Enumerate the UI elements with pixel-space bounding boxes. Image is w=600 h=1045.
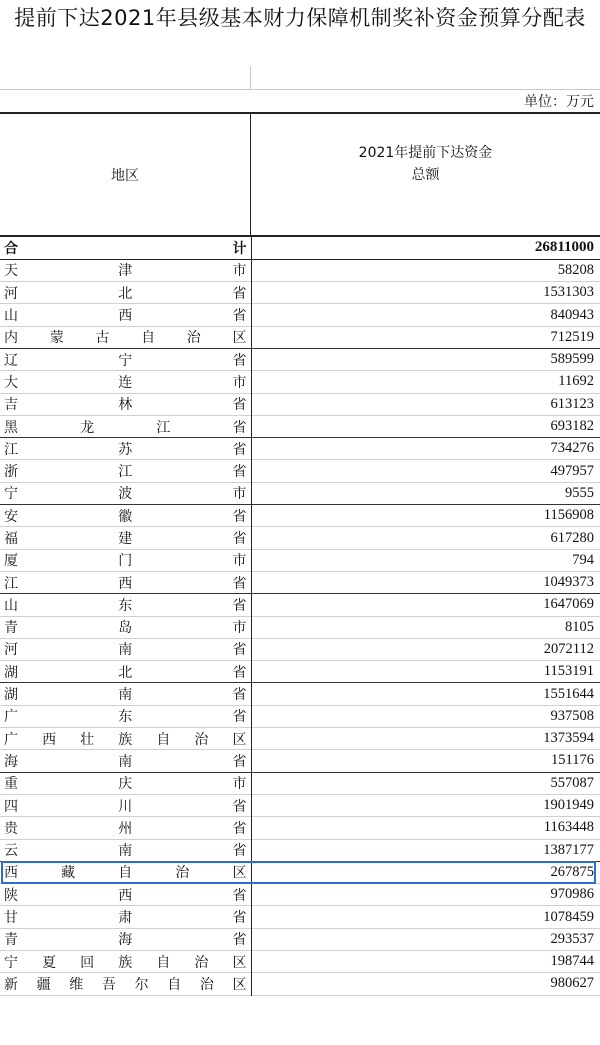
amount-cell[interactable]: 151176 (551, 752, 594, 769)
region-char: 省 (232, 597, 247, 614)
region-cell[interactable] (0, 527, 251, 549)
total-label-left: 合 (4, 240, 18, 257)
region-char: 连 (118, 374, 133, 391)
amount-cell[interactable]: 1153191 (543, 663, 594, 680)
amount-cell[interactable]: 267875 (550, 863, 594, 880)
region-cell[interactable] (0, 705, 251, 727)
table-row[interactable] (0, 460, 600, 482)
region-char: 治 (194, 954, 209, 971)
region-cell[interactable] (0, 683, 251, 705)
region-char: 治 (199, 976, 214, 993)
region-cell[interactable] (0, 438, 251, 460)
amount-cell[interactable]: 9555 (565, 484, 594, 501)
region-cell[interactable] (0, 616, 251, 638)
region-char: 区 (232, 330, 247, 347)
region-char: 岛 (118, 620, 133, 637)
region-char: 北 (118, 664, 133, 681)
region-char: 山 (4, 597, 18, 614)
region-char: 大 (4, 374, 18, 391)
region-char: 南 (118, 753, 133, 770)
amount-cell[interactable]: 1551644 (543, 685, 594, 702)
region-char: 波 (118, 486, 133, 503)
table-row[interactable] (0, 817, 600, 839)
amount-cell[interactable]: 734276 (550, 440, 594, 457)
total-label-right: 计 (232, 240, 247, 257)
header-amount (251, 114, 600, 235)
region-char: 省 (232, 531, 247, 547)
amount-cell[interactable]: 693182 (550, 418, 594, 435)
region-char: 壮 (80, 731, 95, 748)
region-cell[interactable] (0, 661, 251, 683)
amount-cell[interactable]: 613123 (550, 395, 594, 412)
region-cell[interactable] (0, 505, 251, 527)
region-cell[interactable] (0, 482, 251, 504)
table-row[interactable] (0, 594, 600, 616)
table-header (0, 114, 600, 237)
table-row[interactable] (0, 794, 600, 816)
allocation-table (0, 237, 600, 996)
region-char: 省 (232, 687, 247, 704)
region-char: 区 (232, 976, 247, 993)
region-cell[interactable] (0, 371, 251, 393)
region-char: 门 (118, 553, 133, 570)
region-char: 区 (232, 954, 247, 971)
region-char: 宁 (4, 486, 18, 503)
table-row[interactable] (0, 371, 600, 393)
region-char: 南 (118, 642, 133, 659)
region-char: 省 (232, 397, 247, 414)
amount-cell[interactable]: 1163448 (543, 819, 594, 836)
table-row[interactable] (0, 259, 600, 281)
amount-cell[interactable]: 980627 (550, 975, 594, 992)
region-char: 省 (232, 308, 247, 325)
table-row[interactable] (0, 928, 600, 950)
region-char: 自 (156, 731, 171, 748)
region-char: 川 (118, 798, 133, 815)
region-char: 蒙 (49, 330, 64, 347)
empty-cell[interactable] (251, 66, 600, 89)
table-row[interactable] (0, 571, 600, 593)
amount-cell[interactable]: 293537 (550, 930, 594, 947)
region-char: 河 (4, 642, 18, 659)
region-char: 省 (232, 575, 247, 592)
amount-cell[interactable]: 1901949 (543, 797, 594, 814)
region-char: 省 (232, 508, 247, 525)
region-cell[interactable] (0, 571, 251, 593)
region-cell[interactable] (0, 638, 251, 660)
region-char: 省 (232, 441, 247, 458)
region-char: 省 (232, 820, 247, 837)
region-char: 龙 (80, 419, 95, 436)
table-row[interactable] (0, 750, 600, 772)
region-char: 西 (118, 887, 133, 904)
table-row[interactable] (0, 549, 600, 571)
table-row[interactable] (0, 415, 600, 437)
region-char: 省 (232, 887, 247, 904)
region-char: 甘 (4, 910, 18, 927)
region-cell[interactable] (0, 817, 251, 839)
region-char: 族 (118, 954, 133, 971)
region-char: 省 (232, 910, 247, 927)
region-char: 山 (4, 308, 18, 325)
amount-cell[interactable]: 1373594 (543, 730, 594, 747)
table-row[interactable] (0, 348, 600, 370)
region-char: 建 (118, 531, 133, 547)
region-char: 林 (118, 397, 133, 414)
region-char: 安 (4, 508, 18, 525)
region-char: 宁 (4, 954, 18, 971)
region-char: 青 (4, 932, 18, 949)
region-char: 西 (118, 308, 133, 325)
region-char: 海 (118, 932, 133, 949)
amount-cell[interactable]: 58208 (557, 261, 594, 278)
amount-cell[interactable]: 11692 (558, 373, 594, 390)
region-char: 南 (118, 687, 133, 704)
region-char: 苏 (118, 441, 133, 458)
amount-cell[interactable]: 937508 (550, 707, 594, 724)
region-char: 省 (232, 753, 247, 770)
table-row[interactable] (0, 482, 600, 504)
table-row[interactable] (0, 861, 600, 883)
region-cell[interactable] (0, 750, 251, 772)
table-row[interactable] (0, 393, 600, 415)
region-char: 治 (186, 330, 201, 347)
region-char: 族 (118, 731, 133, 748)
region-char: 市 (232, 486, 247, 503)
table-row[interactable] (0, 661, 600, 683)
header-region: 地区 (0, 114, 251, 235)
region-char: 肃 (118, 910, 133, 927)
region-char: 省 (232, 798, 247, 815)
region-char: 省 (232, 843, 247, 860)
region-char: 自 (141, 330, 156, 347)
region-char: 省 (232, 642, 247, 659)
table-row[interactable] (0, 638, 600, 660)
amount-cell[interactable]: 2072112 (543, 640, 594, 657)
region-char: 西 (4, 865, 18, 882)
region-cell[interactable] (0, 906, 251, 928)
region-char: 自 (167, 976, 182, 993)
region-char: 省 (232, 419, 247, 436)
table-row[interactable] (0, 951, 600, 973)
region-char: 市 (232, 776, 247, 793)
table-row[interactable] (0, 304, 600, 326)
table-row[interactable] (0, 973, 600, 995)
table-row[interactable] (0, 772, 600, 794)
amount-cell[interactable]: 617280 (550, 529, 594, 546)
table-row[interactable] (0, 438, 600, 460)
amount-cell[interactable]: 712519 (550, 328, 594, 345)
region-cell[interactable] (0, 304, 251, 326)
region-cell[interactable] (0, 928, 251, 950)
region-cell[interactable] (0, 772, 251, 794)
region-char: 西 (42, 731, 57, 748)
header-amount-line1: 2021年提前下达资金 (358, 144, 493, 161)
region-char: 广 (4, 709, 18, 726)
region-char: 省 (232, 932, 247, 949)
region-char: 省 (232, 709, 247, 726)
region-char: 内 (4, 330, 18, 347)
amount-cell[interactable]: 8105 (565, 618, 594, 635)
region-char: 东 (118, 709, 133, 726)
region-char: 自 (156, 954, 171, 971)
region-char: 浙 (4, 464, 18, 481)
region-cell[interactable] (0, 973, 251, 995)
region-char: 夏 (42, 954, 57, 971)
region-char: 福 (4, 531, 18, 547)
region-char: 辽 (4, 352, 18, 369)
empty-row[interactable] (0, 66, 600, 90)
region-cell[interactable] (0, 884, 251, 906)
table-row[interactable] (0, 906, 600, 928)
region-char: 津 (118, 263, 133, 280)
region-char: 自 (118, 865, 133, 882)
region-char: 北 (118, 285, 133, 302)
region-char: 市 (232, 374, 247, 391)
region-char: 青 (4, 620, 18, 637)
amount-cell[interactable]: 1531303 (543, 284, 594, 301)
region-char: 天 (4, 263, 18, 280)
table-row[interactable] (0, 282, 600, 304)
table-row[interactable] (0, 505, 600, 527)
region-char: 新 (4, 976, 18, 993)
amount-cell[interactable]: 794 (572, 551, 594, 568)
region-char: 治 (175, 865, 190, 882)
table-row[interactable] (0, 705, 600, 727)
total-label-cell[interactable] (0, 237, 251, 259)
table-row[interactable] (0, 728, 600, 750)
region-char: 吉 (4, 397, 18, 414)
region-cell[interactable] (0, 839, 251, 861)
region-char: 云 (4, 843, 18, 860)
region-cell[interactable] (0, 326, 251, 348)
table-row[interactable] (0, 683, 600, 705)
amount-cell[interactable]: 1387177 (543, 841, 594, 858)
region-char: 西 (118, 575, 133, 592)
region-char: 宁 (118, 352, 133, 369)
region-cell[interactable] (0, 794, 251, 816)
unit-label: 单位：万元 (0, 90, 600, 114)
region-char: 市 (232, 620, 247, 637)
header-amount-line2: 总额 (411, 166, 440, 183)
region-char: 省 (232, 664, 247, 681)
region-char: 吾 (101, 976, 116, 993)
table-row[interactable] (0, 839, 600, 861)
region-char: 市 (232, 263, 247, 280)
amount-cell[interactable]: 198744 (550, 953, 594, 970)
region-char: 省 (232, 285, 247, 302)
region-char: 省 (232, 464, 247, 481)
total-row[interactable] (0, 237, 600, 259)
page-title: 提前下达2021年县级基本财力保障机制奖补资金预算分配表 (14, 6, 586, 30)
amount-cell[interactable]: 589599 (550, 351, 594, 368)
amount-cell[interactable]: 840943 (550, 306, 594, 323)
region-cell[interactable] (0, 415, 251, 437)
region-char: 治 (194, 731, 209, 748)
region-char: 江 (156, 419, 171, 436)
region-char: 南 (118, 843, 133, 860)
region-cell[interactable] (0, 259, 251, 281)
table-row[interactable] (0, 326, 600, 348)
empty-cell[interactable] (0, 66, 251, 89)
region-cell[interactable] (0, 594, 251, 616)
region-cell[interactable] (0, 728, 251, 750)
region-char: 贵 (4, 820, 18, 837)
table-row[interactable] (0, 884, 600, 906)
region-char: 徽 (118, 508, 133, 525)
region-char: 回 (80, 954, 95, 971)
region-char: 东 (118, 597, 133, 614)
region-char: 陕 (4, 887, 18, 904)
region-char: 州 (118, 820, 133, 837)
region-char: 古 (95, 330, 110, 347)
region-char: 区 (232, 731, 247, 748)
amount-cell[interactable]: 1156908 (543, 507, 594, 524)
region-char: 庆 (118, 776, 133, 793)
region-char: 广 (4, 731, 18, 748)
region-cell[interactable] (0, 348, 251, 370)
region-cell[interactable] (0, 549, 251, 571)
region-cell[interactable] (0, 393, 251, 415)
region-char: 海 (4, 753, 18, 770)
region-char: 黑 (4, 419, 18, 436)
amount-cell[interactable]: 557087 (550, 774, 594, 791)
region-char: 湖 (4, 687, 18, 704)
amount-cell[interactable]: 1049373 (543, 574, 594, 591)
amount-cell[interactable]: 497957 (550, 462, 594, 479)
region-char: 河 (4, 285, 18, 302)
region-char: 江 (4, 575, 18, 592)
region-char: 维 (69, 976, 84, 993)
region-char: 省 (232, 352, 247, 369)
region-char: 区 (232, 865, 247, 882)
region-cell[interactable] (0, 282, 251, 304)
region-cell[interactable] (0, 460, 251, 482)
amount-cell[interactable]: 1647069 (543, 596, 594, 613)
region-cell[interactable] (0, 861, 251, 883)
amount-cell[interactable]: 970986 (550, 886, 594, 903)
region-char: 重 (4, 776, 18, 793)
region-char: 江 (4, 441, 18, 458)
region-char: 江 (118, 464, 133, 481)
region-char: 市 (232, 553, 247, 570)
amount-cell[interactable]: 1078459 (543, 908, 594, 925)
total-amount-cell[interactable]: 26811000 (251, 237, 600, 259)
region-char: 疆 (36, 976, 51, 993)
region-char: 尔 (134, 976, 149, 993)
table-row[interactable] (0, 616, 600, 638)
table-row[interactable] (0, 527, 600, 549)
region-char: 藏 (61, 865, 76, 882)
region-char: 湖 (4, 664, 18, 681)
region-char: 厦 (4, 553, 18, 570)
region-cell[interactable] (0, 951, 251, 973)
region-char: 四 (4, 798, 18, 815)
